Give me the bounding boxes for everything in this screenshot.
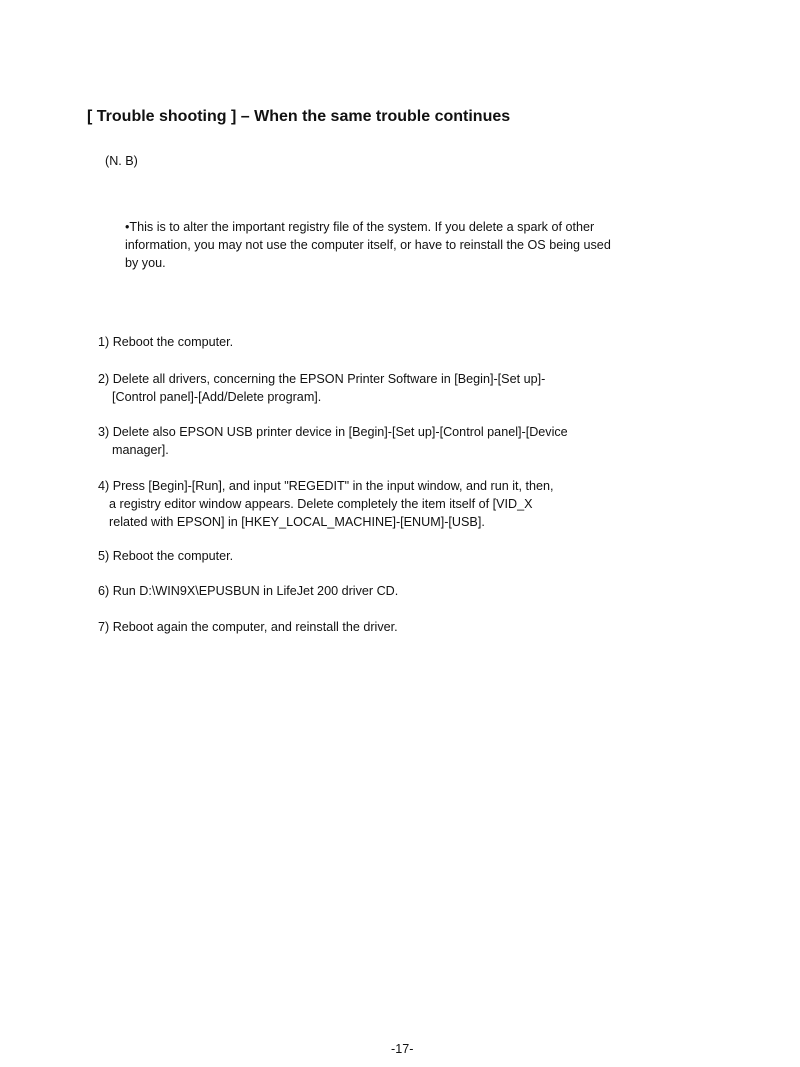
step-5 bbox=[98, 548, 233, 566]
step-4 bbox=[98, 478, 554, 531]
step-3 bbox=[98, 424, 568, 460]
page-title: [ Trouble shooting ] – When the same trouble continues bbox=[87, 108, 511, 125]
step-line: 3) Delete also EPSON USB printer device in [Begin]-[Set up]-[Control panel]-[Device bbox=[98, 425, 568, 439]
step-line: 7) Reboot again the computer, and reinstall the driver. bbox=[98, 620, 398, 634]
step-line: 6) Run D:\WIN9X\EPUSBUN in LifeJet 200 driver CD. bbox=[98, 584, 399, 598]
step-6 bbox=[98, 583, 398, 601]
step-line: manager]. bbox=[112, 442, 169, 457]
step-line: 4) Press [Begin]-[Run], and input "REGEDIT" in the input window, and run it, then, bbox=[98, 479, 554, 493]
step-line: 2) Delete all drivers, concerning the EPSON Printer Software in [Begin]-[Set up]- bbox=[98, 372, 546, 386]
step-line: 1) Reboot the computer. bbox=[98, 335, 234, 349]
page-number: -17- bbox=[391, 1042, 414, 1056]
step-1 bbox=[98, 334, 233, 352]
note-line: information, you may not use the computer itself, or have to reinstall the OS being used bbox=[125, 237, 611, 252]
note-line: •This is to alter the important registry file of the system. If you delete a spark of other bbox=[125, 220, 595, 234]
step-2 bbox=[98, 371, 545, 407]
step-7 bbox=[98, 619, 398, 637]
note-line: by you. bbox=[125, 255, 166, 270]
step-line: a registry editor window appears. Delete completely the item itself of [VID_X bbox=[109, 496, 533, 511]
warning-note bbox=[125, 219, 611, 272]
step-line: [Control panel]-[Add/Delete program]. bbox=[112, 389, 322, 404]
nb-label: (N. B) bbox=[105, 154, 138, 168]
step-line: related with EPSON] in [HKEY_LOCAL_MACHINE]-[ENUM]-[USB]. bbox=[109, 514, 485, 529]
step-line: 5) Reboot the computer. bbox=[98, 549, 234, 563]
